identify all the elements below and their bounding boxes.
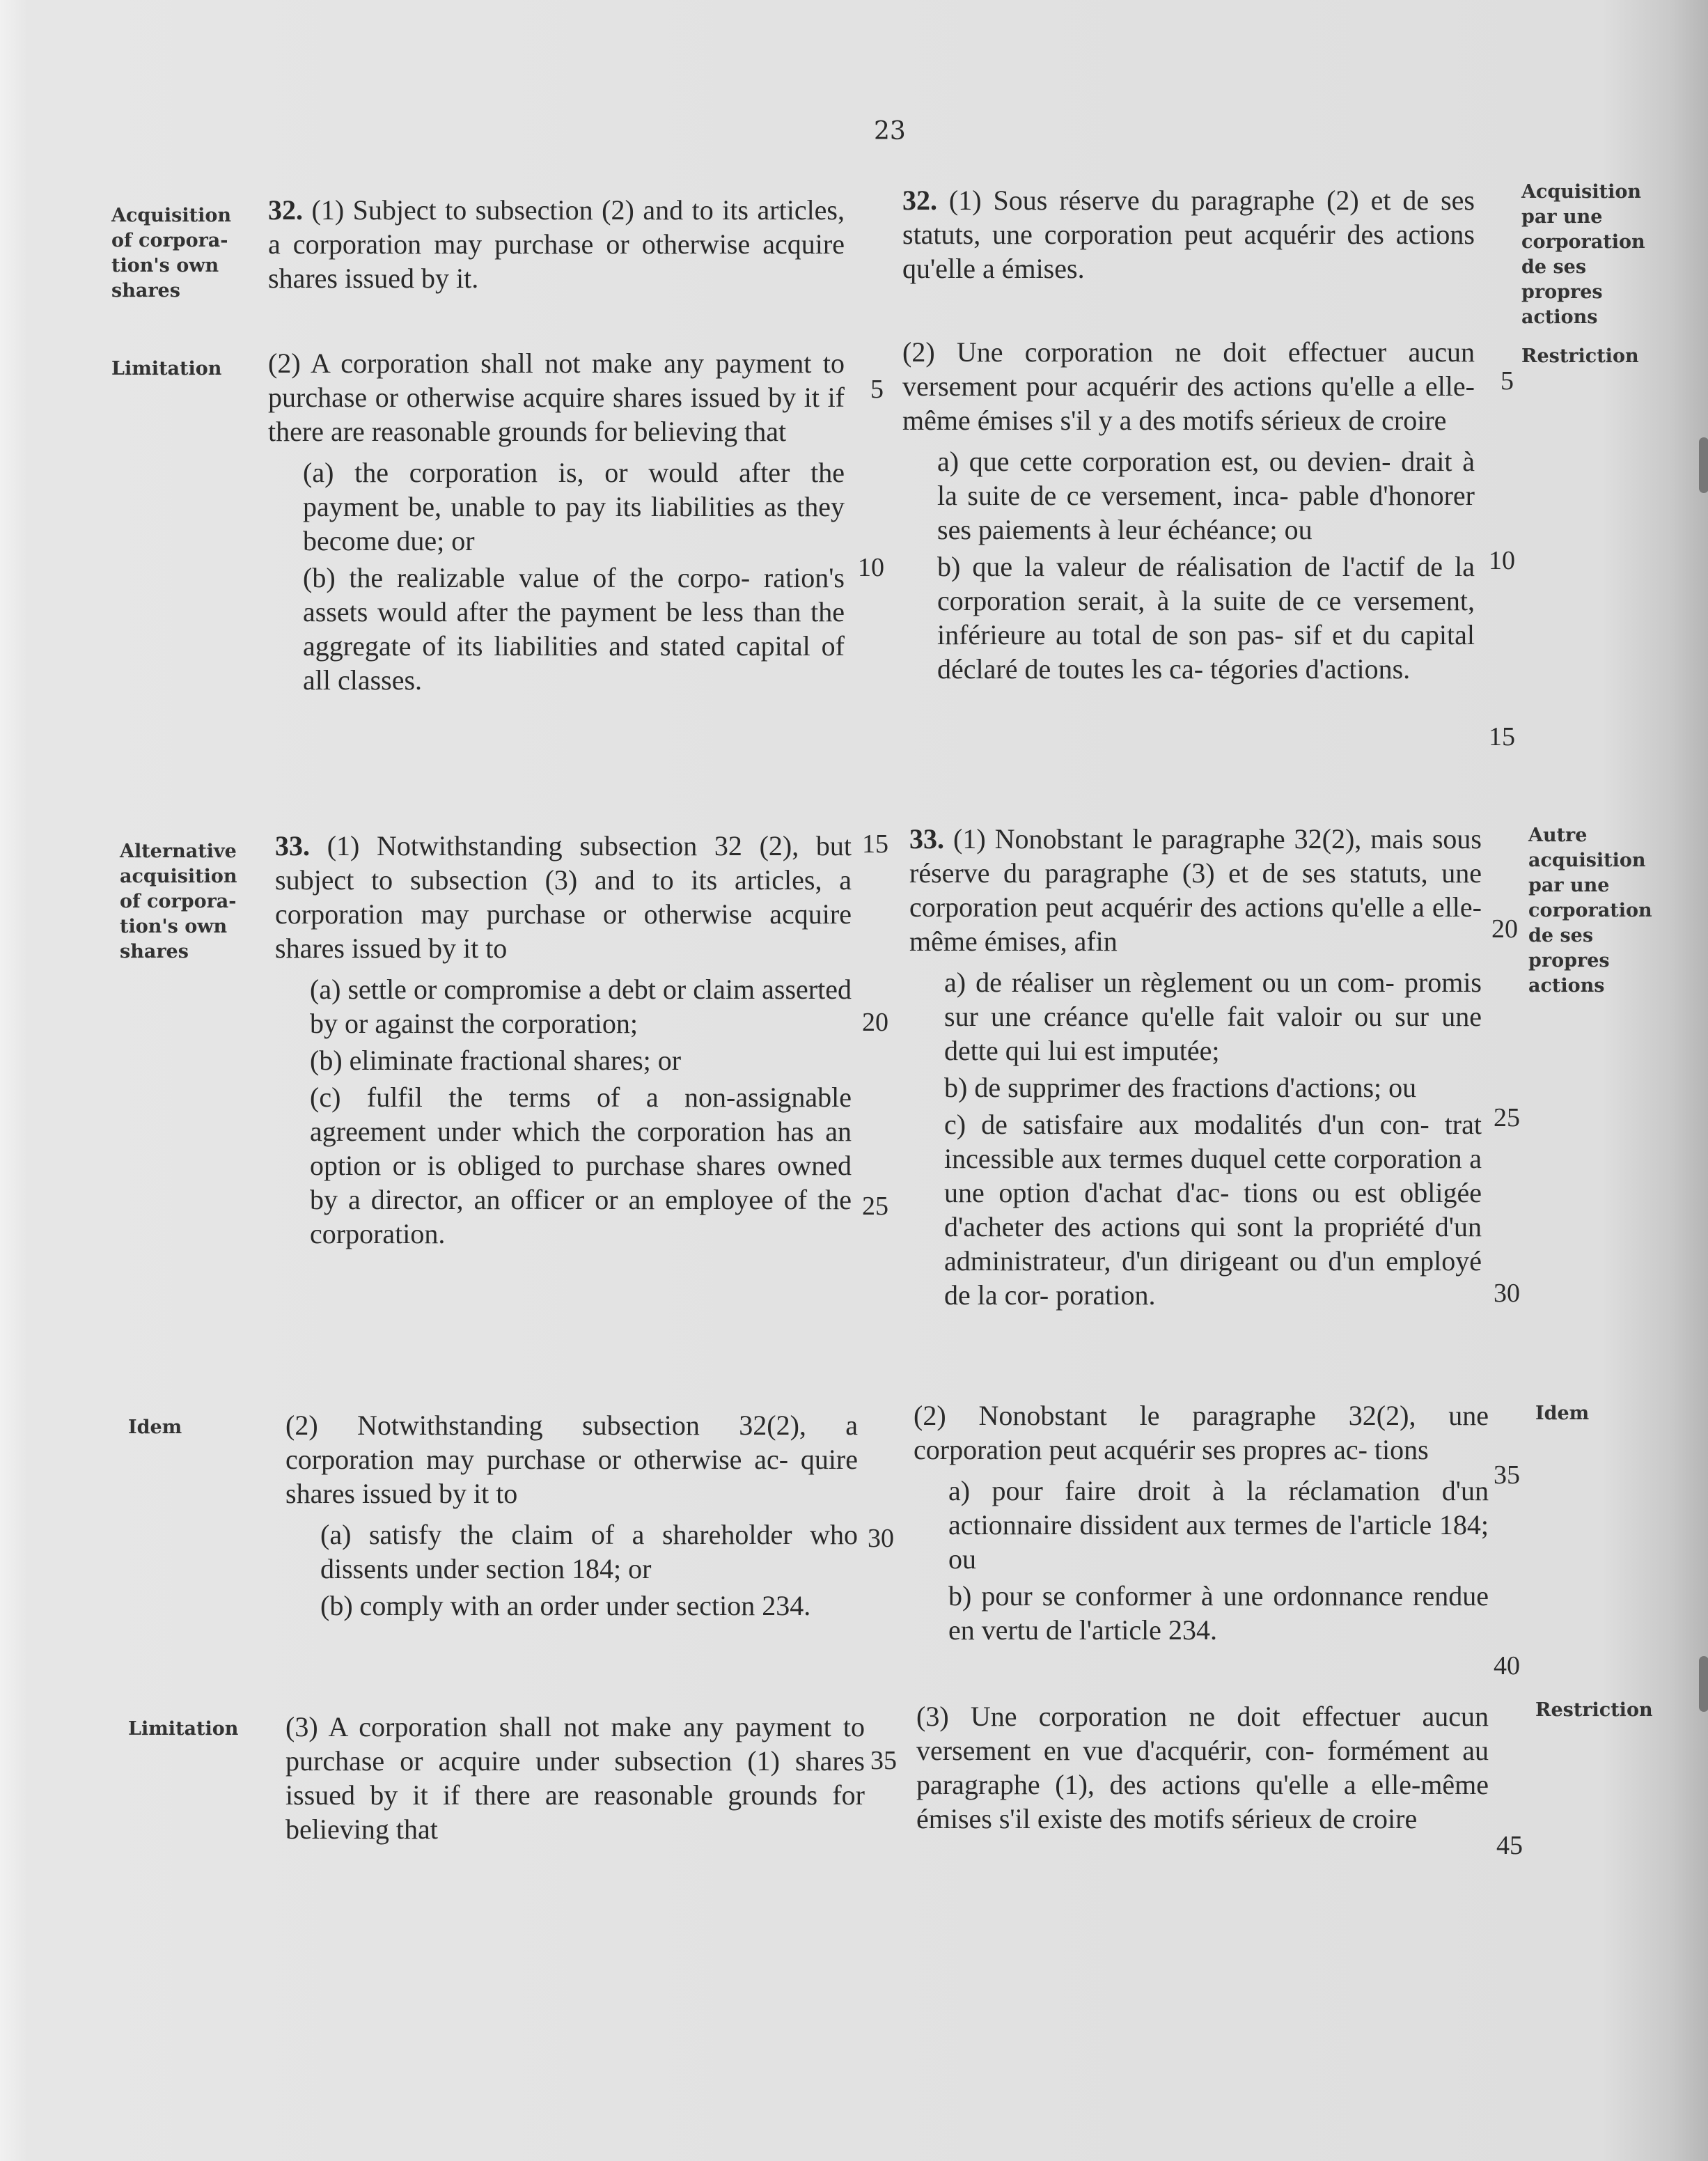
- fr-section-33-3-intro: (3) Une corporation ne doit effectuer aucun versement en vue d'acquérir, con- formément au paragraphe (1), des actions qu'elle a elle-même émises s'il existe des motifs sérieux de croire: [916, 1701, 1489, 1834]
- fr-line-number: 25: [1494, 1103, 1520, 1132]
- fr-line-number: 20: [1491, 914, 1518, 944]
- en-line-number: 35: [870, 1746, 897, 1775]
- en-section-33-1-b: (b) eliminate fractional shares; or: [310, 1045, 682, 1076]
- margin-note-fr-32-2: Restriction: [1521, 345, 1639, 367]
- margin-note-en-33-2: Idem: [128, 1417, 182, 1438]
- fr-line-number: 40: [1494, 1651, 1520, 1680]
- margin-note-fr-33-3: Restriction: [1535, 1699, 1653, 1721]
- en-section-33-2-b: (b) comply with an order under section 234.: [320, 1590, 811, 1621]
- fr-section-33-1-b: b) de supprimer des fractions d'actions; ou: [944, 1072, 1417, 1103]
- fr-section-32-2-a: a) que cette corporation est, ou devien- drait à la suite de ce versement, inca- pable d'honorer ses paiements à leur échéance; ou: [937, 446, 1475, 545]
- fr-section-33-3: [916, 1699, 1489, 1836]
- fr-section-33-2-intro: (2) Nonobstant le paragraphe 32(2), une corporation peut acquérir ses propres ac- tions: [914, 1400, 1489, 1465]
- page-number: 23: [874, 117, 906, 146]
- fr-line-number: 5: [1501, 366, 1514, 396]
- en-section-33-1-intro: (1) Notwithstanding subsection 32 (2), but subject to subsection (3) and to its articles, a corporation may purchase or otherwise acquire shares issued by it to: [275, 830, 852, 964]
- en-section-32-2-intro: (2) A corporation shall not make any payment to purchase or otherwise acquire shares issued by it if there are reasonable grounds for believing that: [268, 348, 845, 447]
- fr-section-33-2-b: b) pour se conformer à une ordonnance rendue en vertu de l'article 234.: [948, 1580, 1489, 1646]
- en-line-number: 5: [870, 375, 884, 404]
- fr-line-number: 35: [1494, 1460, 1520, 1490]
- margin-note-en-33-1: Alternative acquisition of corpora- tion's own shares: [120, 841, 237, 962]
- en-section-32-1-text: (1) Subject to subsection (2) and to its articles, a corporation may purchase or otherwise acquire shares issued by it.: [268, 194, 845, 294]
- en-section-33-3: [285, 1710, 865, 1846]
- en-section-33-2: [285, 1408, 858, 1623]
- fr-section-32-2-b: b) que la valeur de réalisation de l'actif de la corporation serait, à la suite de ce versement, inférieure au total de son pas- sif et du capital déclaré de toutes les ca- tégories d'actions.: [937, 551, 1475, 685]
- en-section-33-2-intro: (2) Notwithstanding subsection 32(2), a corporation may purchase or otherwise ac- quire shares issued by it to: [285, 1410, 858, 1509]
- en-section-33-1-c: (c) fulfil the terms of a non-assignable agreement under which the corporation has an option or is obliged to purchase shares owned by a director, an officer or an employee of the corporation.: [310, 1082, 852, 1249]
- margin-note-fr-33-2: Idem: [1535, 1403, 1590, 1424]
- en-section-32-1: [268, 193, 845, 295]
- en-section-33-1: [275, 829, 852, 1251]
- en-section-32-2: [268, 346, 845, 697]
- margin-note-en-33-3: Limitation: [128, 1718, 239, 1740]
- fr-line-number: 45: [1496, 1831, 1523, 1860]
- fr-line-number: 30: [1494, 1279, 1520, 1308]
- fr-section-32-1: [902, 183, 1475, 286]
- fr-section-33-number: 33.: [909, 823, 944, 855]
- fr-section-33-2: [914, 1398, 1489, 1647]
- fr-section-32-2-intro: (2) Une corporation ne doit effectuer aucun versement pour acquérir des actions qu'elle a elle-même émises s'il y a des motifs sérieux de croire: [902, 336, 1475, 436]
- fr-section-33-1-a: a) de réaliser un règlement ou un com- promis sur une créance qu'elle fait valoir ou sur une dette qui lui est imputée;: [944, 967, 1482, 1066]
- fr-line-number: 15: [1489, 722, 1515, 751]
- fr-section-33-1-c: c) de satisfaire aux modalités d'un con- trat incessible aux termes duquel cette corporation a une option d'achat d'ac- tions ou est obligée d'acheter des actions qui sont la propriété d'un administrateur, d'un dirigeant ou d'un employé de la cor- poration.: [944, 1109, 1482, 1311]
- en-line-number: 30: [868, 1524, 894, 1553]
- fr-section-33-2-a: a) pour faire droit à la réclamation d'un actionnaire dissident aux termes de l'article 184; ou: [948, 1475, 1489, 1575]
- en-section-33-1-a: (a) settle or compromise a debt or claim asserted by or against the corporation;: [310, 974, 852, 1039]
- binding-mark-bottom: [1699, 1656, 1708, 1712]
- en-line-number: 20: [862, 1008, 888, 1037]
- fr-section-33-1: [909, 822, 1482, 1312]
- fr-section-32-1-text: (1) Sous réserve du paragraphe (2) et de ses statuts, une corporation peut acquérir des actions qu'elle a émises.: [902, 185, 1475, 284]
- margin-note-fr-32-1: Acquisition par une corporation de ses propres actions: [1521, 181, 1645, 328]
- margin-note-fr-33-1: Autre acquisition par une corporation de ses propres actions: [1528, 825, 1652, 997]
- fr-section-33-1-intro: (1) Nonobstant le paragraphe 32(2), mais sous réserve du paragraphe (3) et de ses statuts, une corporation peut acquérir des actions qu'elle a elle-même émises, afin: [909, 823, 1482, 957]
- fr-section-32-2: [902, 335, 1475, 686]
- en-section-32-2-a: (a) the corporation is, or would after the payment be, unable to pay its liabilities as they become due; or: [303, 457, 845, 556]
- en-line-number: 10: [858, 553, 884, 582]
- en-section-33-number: 33.: [275, 830, 310, 861]
- margin-note-en-32-1: Acquisition of corpora- tion's own shares: [111, 205, 231, 302]
- en-section-33-3-intro: (3) A corporation shall not make any payment to purchase or acquire under subsection (1) shares issued by it if there are reasonable grounds for believing that: [285, 1711, 865, 1845]
- en-section-32-number: 32.: [268, 194, 303, 226]
- binding-mark-top: [1699, 437, 1708, 493]
- en-section-33-2-a: (a) satisfy the claim of a shareholder who dissents under section 184; or: [320, 1519, 858, 1584]
- en-section-32-2-b: (b) the realizable value of the corpo- ration's assets would after the payment be less than the aggregate of its liabilities and stated capital of all classes.: [303, 562, 845, 696]
- fr-section-32-number: 32.: [902, 185, 937, 216]
- margin-note-en-32-2: Limitation: [111, 358, 222, 380]
- en-line-number: 25: [862, 1192, 888, 1221]
- en-line-number: 15: [862, 829, 888, 859]
- fr-line-number: 10: [1489, 546, 1515, 575]
